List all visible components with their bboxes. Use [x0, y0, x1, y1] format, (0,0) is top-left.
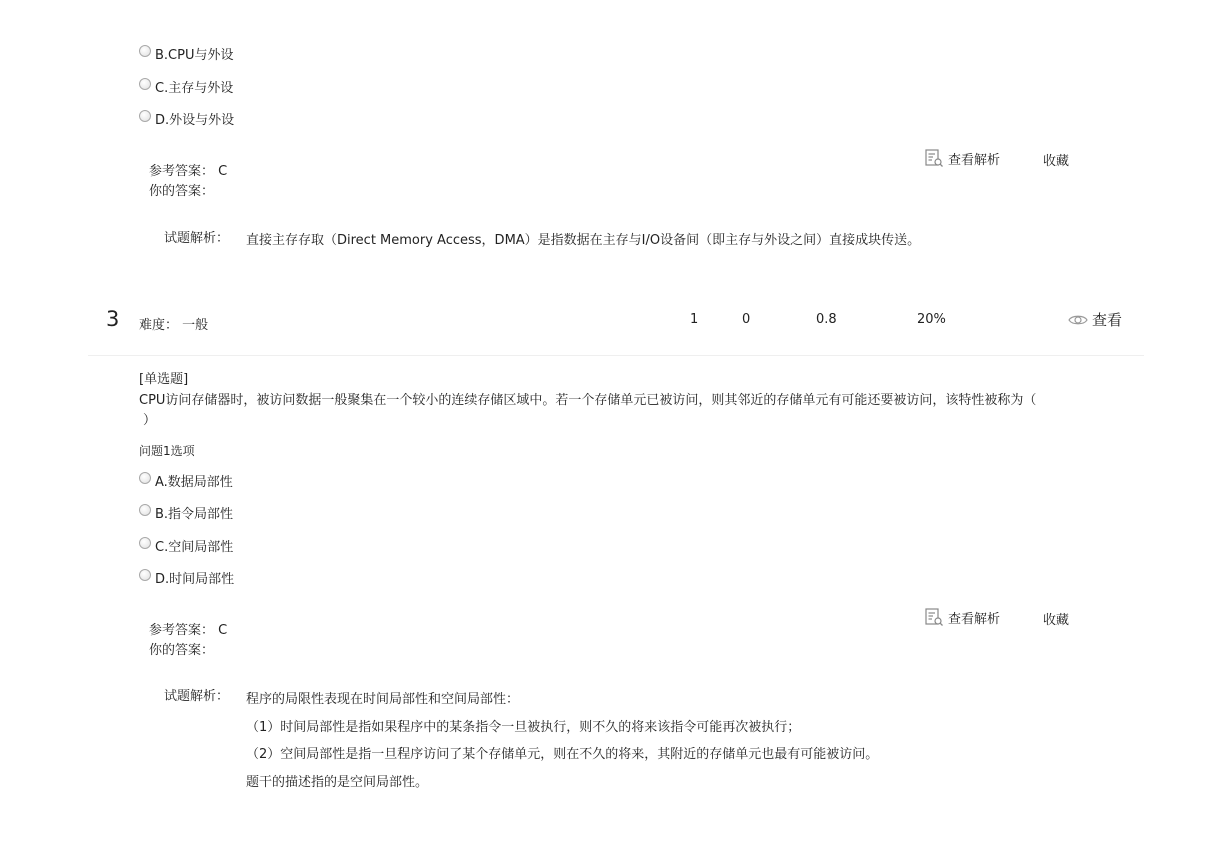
radio-button[interactable]	[139, 569, 151, 581]
option-label: C.空间局部性	[155, 539, 234, 555]
option-label: B.指令局部性	[155, 506, 234, 522]
q3-stat-3: 0.8	[816, 312, 837, 327]
q3-analysis-line: （2）空间局部性是指一旦程序访问了某个存储单元，则在不久的将来，其附近的存储单元也最有可能被访问。	[246, 747, 879, 762]
q2-option-d[interactable]	[139, 108, 234, 128]
q3-view-button[interactable]	[1068, 309, 1122, 330]
q3-analysis-line: （1）时间局部性是指如果程序中的某条指令一旦被执行，则不久的将来该指令可能再次被执行；	[246, 720, 801, 735]
q3-favorite-button[interactable]	[1043, 609, 1069, 628]
q2-analysis-line: 直接主存存取（Direct Memory Access，DMA）是指数据在主存与I/O设备间（即主存与外设之间）直接成块传送。	[246, 233, 921, 248]
reference-answer-label: 参考答案：	[149, 623, 215, 638]
option-label: B.CPU与外设	[155, 47, 234, 63]
radio-button[interactable]	[139, 504, 151, 516]
q2-your-answer	[149, 180, 214, 199]
q3-options-heading: 问题1选项	[139, 444, 195, 458]
q2-analysis-label: 试题解析：	[164, 231, 230, 246]
difficulty-value: 一般	[182, 318, 209, 333]
radio-button[interactable]	[139, 45, 151, 57]
q2-option-b[interactable]	[139, 43, 233, 63]
difficulty-label: 难度：	[139, 318, 179, 333]
view-analysis-label: 查看解析	[948, 611, 1001, 627]
reference-answer-value: C	[218, 164, 228, 179]
your-answer-label: 你的答案：	[149, 184, 215, 199]
q3-number: 3	[106, 307, 120, 331]
your-answer-label: 你的答案：	[149, 643, 215, 658]
q2-favorite-button[interactable]	[1043, 150, 1069, 169]
divider	[88, 355, 1144, 356]
view-label: 查看	[1092, 311, 1123, 329]
q3-stat-1: 1	[690, 312, 699, 327]
q3-stat-4: 20%	[917, 312, 946, 327]
q3-type: [单选题]	[139, 372, 189, 387]
q2-view-analysis-button[interactable]	[924, 148, 1000, 168]
q3-stat-2: 0	[742, 312, 751, 327]
q3-stem-line-2: ）	[143, 413, 157, 428]
q3-option-b[interactable]	[139, 502, 233, 522]
q2-option-c[interactable]	[139, 76, 233, 96]
q3-view-analysis-button[interactable]	[924, 607, 1000, 627]
q3-reference-answer	[149, 619, 227, 638]
radio-button[interactable]	[139, 537, 151, 549]
option-label: D.时间局部性	[155, 571, 235, 587]
option-label: D.外设与外设	[155, 112, 235, 128]
q3-option-d[interactable]	[139, 567, 234, 587]
view-analysis-label: 查看解析	[948, 152, 1001, 168]
q3-analysis-label: 试题解析：	[164, 689, 230, 704]
option-label: A.数据局部性	[155, 474, 233, 490]
favorite-label: 收藏	[1043, 154, 1070, 169]
q3-analysis-line: 程序的局限性表现在时间局部性和空间局部性：	[246, 692, 520, 707]
q3-difficulty	[139, 314, 208, 333]
q3-your-answer	[149, 639, 214, 658]
radio-button[interactable]	[139, 110, 151, 122]
radio-button[interactable]	[139, 78, 151, 90]
q3-option-a[interactable]	[139, 470, 233, 490]
analysis-doc-icon	[924, 148, 944, 168]
q2-reference-answer	[149, 160, 227, 179]
q3-stem-line-1: CPU访问存储器时，被访问数据一般聚集在一个较小的连续存储区域中。若一个存储单元已被访问，则其邻近的存储单元有可能还要被访问，该特性被称为（	[139, 393, 1037, 408]
reference-answer-label: 参考答案：	[149, 164, 215, 179]
q3-option-c[interactable]	[139, 535, 233, 555]
q3-analysis-line: 题干的描述指的是空间局部性。	[246, 775, 429, 790]
eye-icon	[1068, 313, 1088, 327]
option-label: C.主存与外设	[155, 80, 234, 96]
analysis-doc-icon	[924, 607, 944, 627]
reference-answer-value: C	[218, 623, 228, 638]
radio-button[interactable]	[139, 472, 151, 484]
favorite-label: 收藏	[1043, 613, 1070, 628]
